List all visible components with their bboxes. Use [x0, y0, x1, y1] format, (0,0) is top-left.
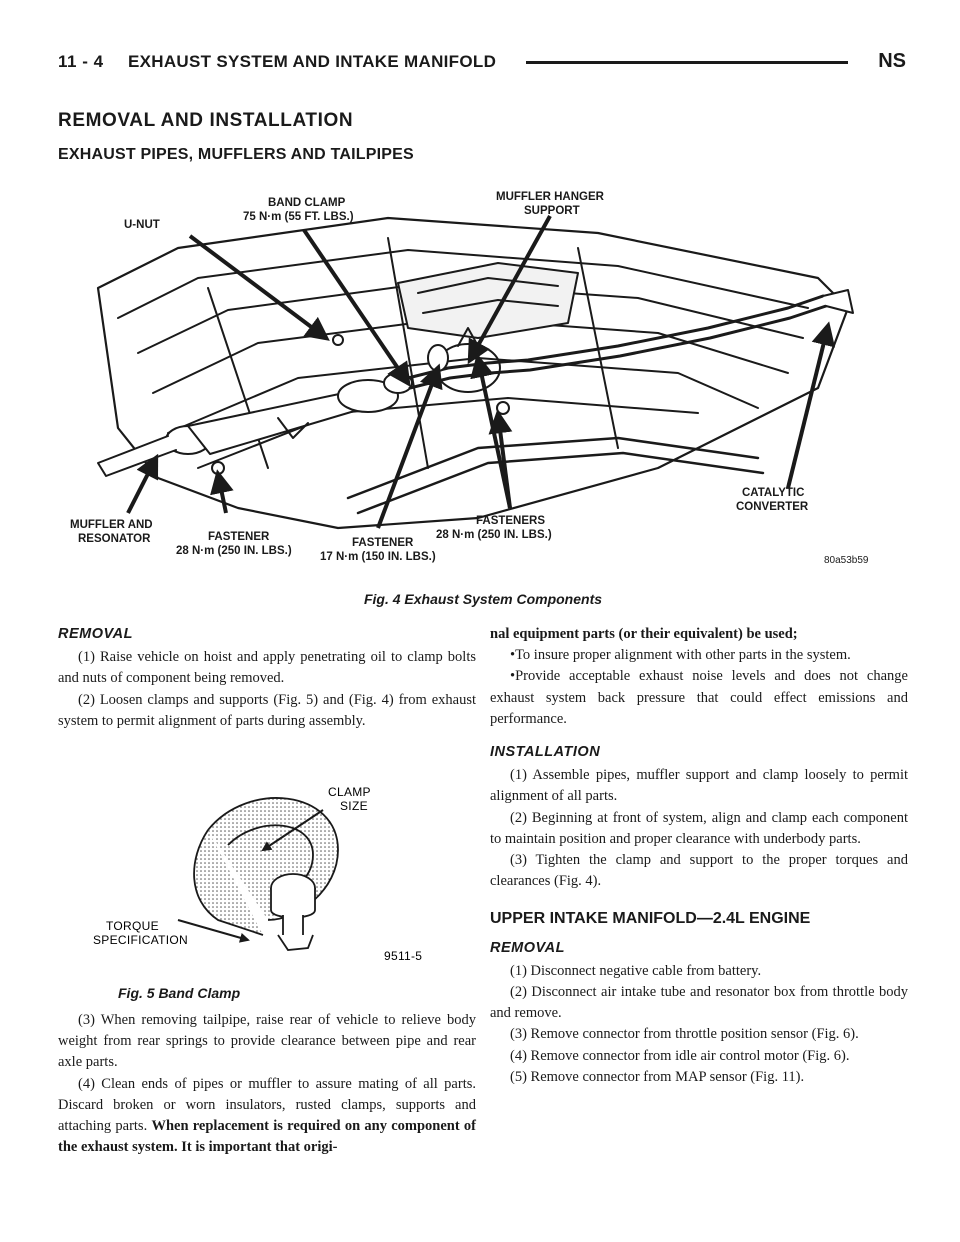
label-converter: CONVERTER	[736, 501, 809, 513]
removal-step-4-warning: When replacement is required on any component of the exhaust system. It is important that origi-	[58, 1118, 476, 1156]
label-fastener-b-torque: 17 N·m (150 IN. LBS.)	[320, 551, 436, 563]
page-number: 11 - 4	[58, 52, 104, 71]
fig5-label-torque: TORQUE	[106, 919, 159, 933]
heading-upper-intake-manifold: UPPER INTAKE MANIFOLD—2.4L ENGINE	[490, 910, 811, 928]
label-muffler-hanger-support: SUPPORT	[524, 205, 580, 217]
upper-removal-step-2: (2) Disconnect air intake tube and resonator box from throttle body and remove.	[490, 984, 908, 1022]
label-band-clamp-torque: 75 N·m (55 FT. LBS.)	[243, 211, 354, 223]
label-fasteners-torque: 28 N·m (250 IN. LBS.)	[436, 529, 552, 541]
exhaust-system-diagram	[58, 178, 908, 578]
label-band-clamp: BAND CLAMP	[268, 197, 346, 209]
bullet-dot: •	[510, 647, 516, 664]
fig5-label-specification: SPECIFICATION	[93, 933, 189, 947]
page-header	[58, 48, 906, 76]
heading-removal-installation: REMOVAL AND INSTALLATION	[58, 110, 354, 131]
label-muffler-resonator: MUFFLER AND	[70, 519, 153, 531]
removal-step-1: (1) Raise vehicle on hoist and apply penetrating oil to clamp bolts and nuts of component being removed.	[58, 649, 476, 687]
removal-step-3: (3) When removing tailpipe, raise rear of vehicle to relieve body weight from rear springs to provide clearance between pipe and rear axle parts.	[58, 1012, 476, 1071]
upper-removal-step-3: (3) Remove connector from throttle position sensor (Fig. 6).	[510, 1026, 859, 1043]
upper-removal-subheading: REMOVAL	[490, 939, 565, 956]
label-fasteners: FASTENERS	[476, 515, 546, 527]
label-fastener-b: FASTENER	[352, 537, 414, 549]
removal-subheading: REMOVAL	[58, 626, 133, 642]
label-u-nut: U-NUT	[124, 219, 160, 231]
label-fastener-a: FASTENER	[208, 531, 270, 543]
left-column	[58, 624, 476, 732]
bullet-1	[490, 645, 908, 666]
upper-removal-step-1: (1) Disconnect negative cable from battery.	[510, 962, 762, 979]
bullet-1-text: To insure proper alignment with other parts in the system.	[515, 647, 851, 664]
fig5-code: 9511-5	[384, 949, 423, 963]
install-step-2: (2) Beginning at front of system, align and clamp each component to maintain position and proper clearance with underbody parts.	[490, 809, 908, 847]
heading-exhaust-pipes: EXHAUST PIPES, MUFFLERS AND TAILPIPES	[58, 146, 414, 163]
warning-continued: nal equipment parts (or their equivalent) be used;	[490, 626, 798, 642]
bullet-2	[490, 666, 908, 730]
installation-subheading: INSTALLATION	[490, 744, 601, 761]
upper-removal-step-5: (5) Remove connector from MAP sensor (Fig. 11).	[510, 1068, 805, 1085]
right-column	[490, 624, 908, 1088]
label-muffler-hanger: MUFFLER HANGER	[496, 191, 604, 203]
header-title: EXHAUST SYSTEM AND INTAKE MANIFOLD	[128, 52, 497, 71]
label-fastener-a-torque: 28 N·m (250 IN. LBS.)	[176, 545, 292, 557]
install-step-3: (3) Tighten the clamp and support to the proper torques and clearances (Fig. 4).	[490, 852, 908, 890]
label-muffler-resonator-2: RESONATOR	[78, 533, 151, 545]
left-column-lower	[58, 1010, 476, 1158]
upper-removal-step-4: (4) Remove connector from idle air control motor (Fig. 6).	[510, 1047, 850, 1064]
install-step-1: (1) Assemble pipes, muffler support and clamp loosely to permit alignment of all parts.	[490, 767, 908, 805]
bullet-2-text: Provide acceptable exhaust noise levels and does not change exhaust system back pressure that could effect emissions and performance.	[490, 668, 908, 727]
removal-step-4-text: (4) Clean ends of pipes or muffler to assure mating of all parts. Discard broken or worn insulators, rusted clamps, supports and attaching parts.	[58, 1075, 476, 1135]
header-rule	[526, 61, 848, 64]
band-clamp-diagram	[88, 770, 423, 980]
removal-step-4	[58, 1074, 476, 1159]
fig5-label-size: SIZE	[340, 799, 368, 813]
removal-step-2: (2) Loosen clamps and supports (Fig. 5) and (Fig. 4) from exhaust system to permit alignment of parts during assembly.	[58, 691, 476, 729]
fig4-caption: Fig. 4 Exhaust System Components	[363, 591, 603, 607]
fig5-label-clamp: CLAMP	[328, 785, 371, 799]
label-catalytic: CATALYTIC	[742, 487, 805, 499]
fig5-caption: Fig. 5 Band Clamp	[118, 985, 241, 1001]
bullet-dot: •	[510, 668, 516, 685]
fig4-code: 80a53b59	[824, 555, 869, 566]
section-code: NS	[878, 50, 906, 72]
